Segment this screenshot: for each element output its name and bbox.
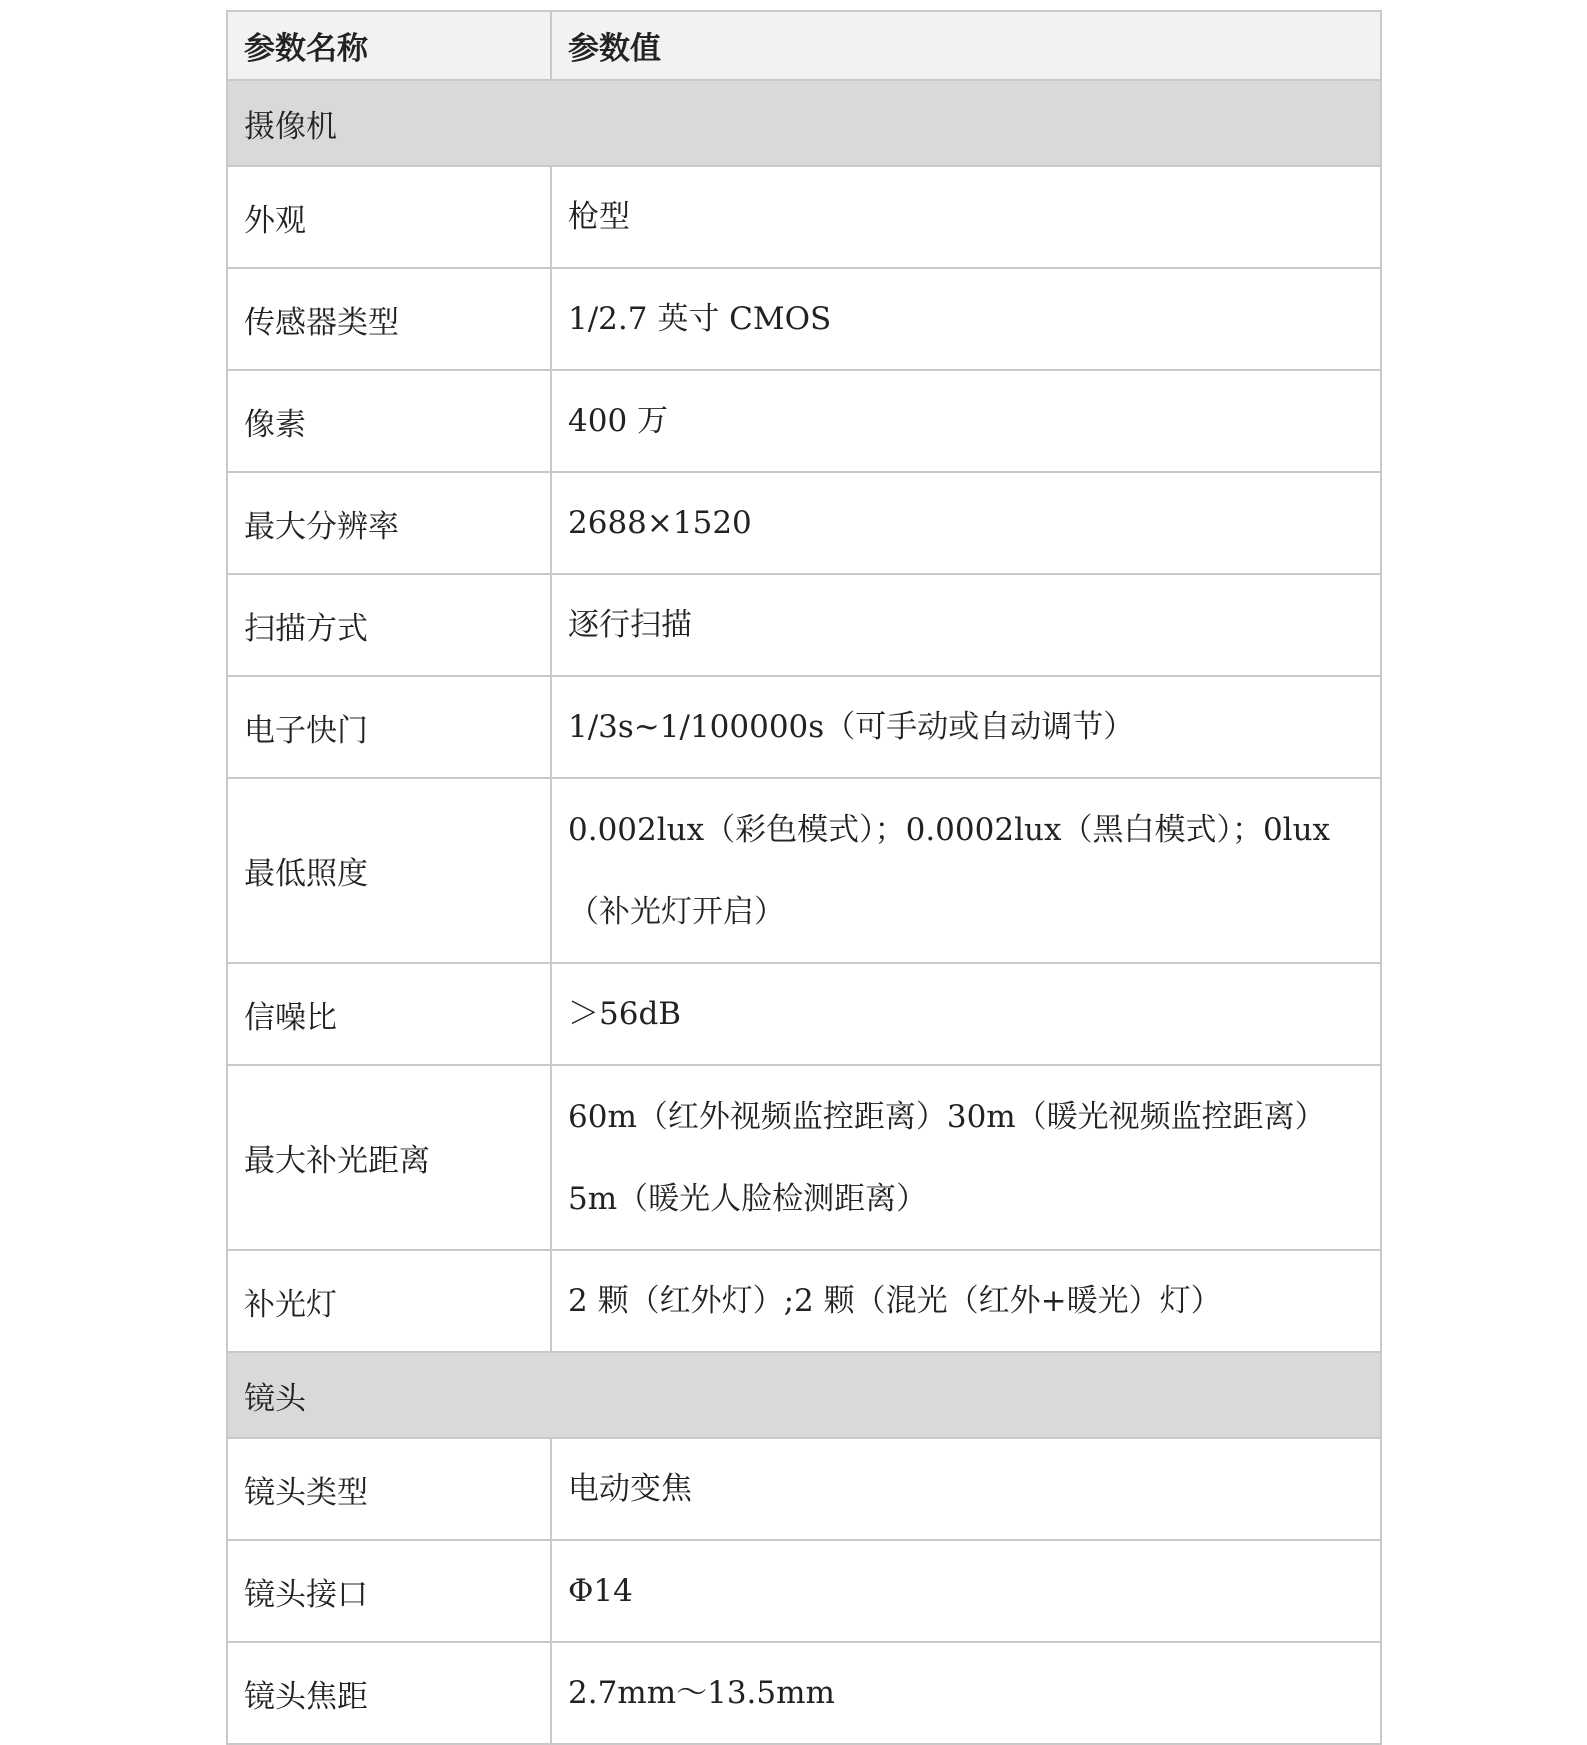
param-name: 镜头类型 <box>227 1438 551 1540</box>
param-value: ＞56dB <box>551 963 1381 1065</box>
table-row <box>227 963 1381 1065</box>
section-row-lens <box>227 1352 1381 1438</box>
param-name: 传感器类型 <box>227 268 551 370</box>
param-name: 像素 <box>227 370 551 472</box>
table-row <box>227 1438 1381 1540</box>
section-title: 镜头 <box>227 1352 1381 1438</box>
table-row <box>227 472 1381 574</box>
table-row <box>227 676 1381 778</box>
table-row <box>227 370 1381 472</box>
spec-table <box>226 10 1382 1745</box>
table-row <box>227 1250 1381 1352</box>
param-name: 扫描方式 <box>227 574 551 676</box>
param-name: 电子快门 <box>227 676 551 778</box>
param-name: 最低照度 <box>227 778 551 963</box>
param-value: Φ14 <box>551 1540 1381 1642</box>
header-param-name: 参数名称 <box>227 11 551 80</box>
table-row <box>227 1642 1381 1744</box>
param-value: 2.7mm～13.5mm <box>551 1642 1381 1744</box>
param-value: 电动变焦 <box>551 1438 1381 1540</box>
param-value: 2688×1520 <box>551 472 1381 574</box>
param-value: 1/3s~1/100000s（可手动或自动调节） <box>551 676 1381 778</box>
param-value: 60m（红外视频监控距离）30m（暖光视频监控距离）5m（暖光人脸检测距离） <box>551 1065 1381 1250</box>
param-name: 最大分辨率 <box>227 472 551 574</box>
param-name: 补光灯 <box>227 1250 551 1352</box>
section-title: 摄像机 <box>227 80 1381 166</box>
param-name: 外观 <box>227 166 551 268</box>
section-row-camera <box>227 80 1381 166</box>
param-value: 1/2.7 英寸 CMOS <box>551 268 1381 370</box>
table-row <box>227 574 1381 676</box>
param-name: 镜头焦距 <box>227 1642 551 1744</box>
header-param-value: 参数值 <box>551 11 1381 80</box>
param-value: 400 万 <box>551 370 1381 472</box>
param-name: 镜头接口 <box>227 1540 551 1642</box>
table-row <box>227 166 1381 268</box>
param-value: 逐行扫描 <box>551 574 1381 676</box>
param-value: 枪型 <box>551 166 1381 268</box>
table-header <box>227 11 1381 80</box>
table-row <box>227 268 1381 370</box>
table-row <box>227 1065 1381 1250</box>
table-row <box>227 1540 1381 1642</box>
table-row <box>227 778 1381 963</box>
param-name: 最大补光距离 <box>227 1065 551 1250</box>
header-row <box>227 11 1381 80</box>
param-value: 0.002lux（彩色模式）；0.0002lux（黑白模式）；0lux（补光灯开启） <box>551 778 1381 963</box>
table-body <box>227 80 1381 1744</box>
param-name: 信噪比 <box>227 963 551 1065</box>
param-value: 2 颗（红外灯）;2 颗（混光（红外+暖光）灯） <box>551 1250 1381 1352</box>
